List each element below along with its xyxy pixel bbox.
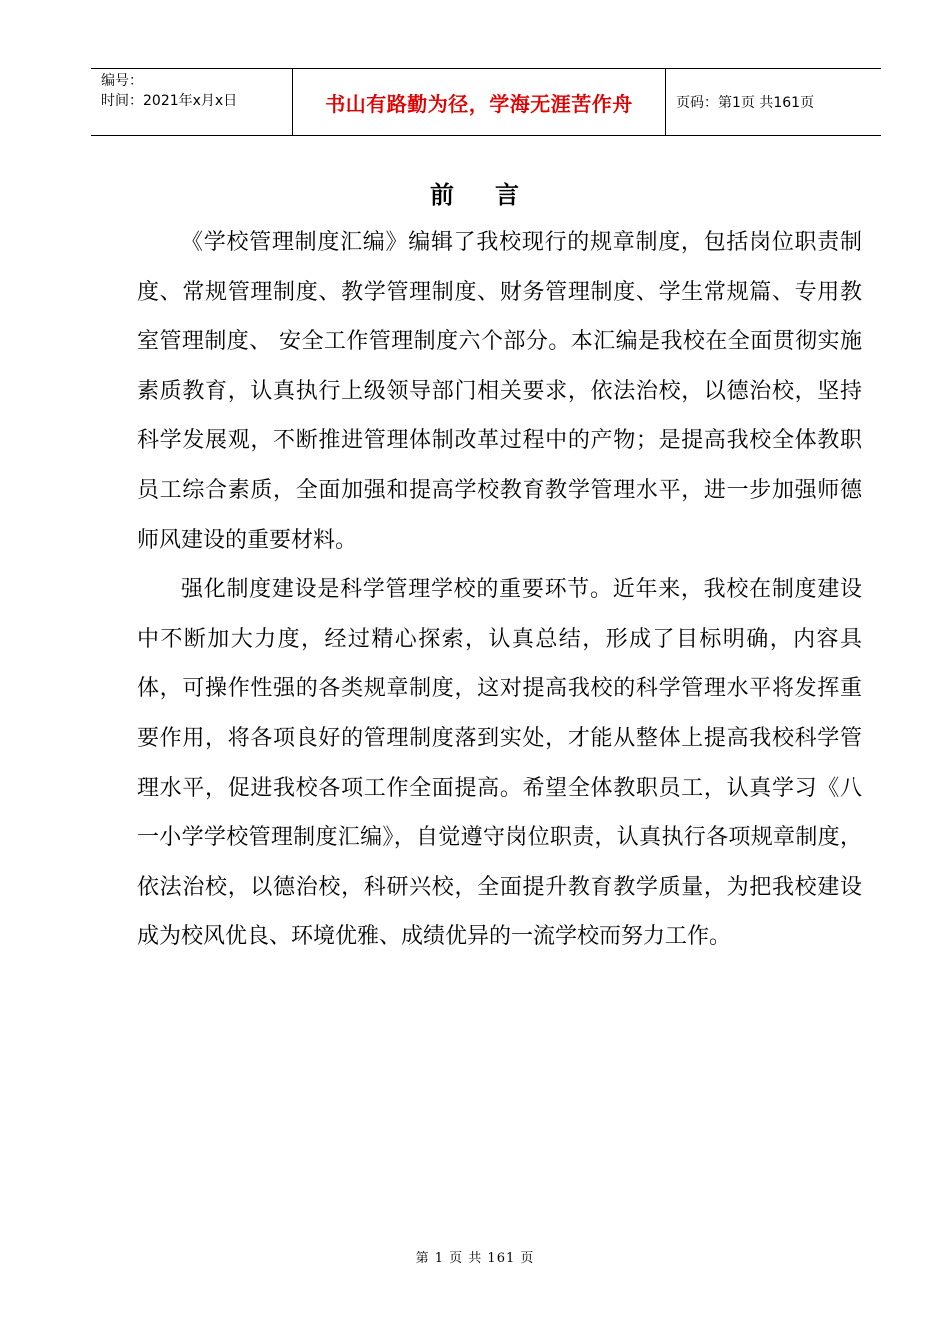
page-info-cell (666, 69, 881, 135)
paragraph-2: 强化制度建设是科学管理学校的重要环节。近年来，我校在制度建设中不断加大力度，经过精心探索，认真总结，形成了目标明确，内容具体，可操作性强的各类规章制度，这对提高我校的科学管理水平将发挥重要作用，将各项良好的管理制度落到实处，才能从整体上提高我校科学管理水平，促进我校各项工作全面提高。希望全体教职员工，认真学习《八一小学学校管理制度汇编》，自觉遵守岗位职责，认真执行各项规章制度，依法治校，以德治校，科研兴校，全面提升教育教学质量，为把我校建设成为校风优良、环境优雅、成绩优异的一流学校而努力工作。 (137, 577, 862, 950)
number-label: 编号： (101, 73, 143, 89)
preface-body (137, 218, 862, 962)
title-part-2: 言 (495, 180, 520, 209)
footer-page-number: 第 1 页 共 161 页 (415, 1251, 535, 1266)
title-part-1: 前 (430, 180, 455, 209)
page-footer (0, 1247, 950, 1266)
header-meta-cell (91, 69, 293, 135)
page-info-text: 页码：第1页 共161页 (676, 95, 815, 111)
page-title (0, 175, 950, 210)
document-header (91, 68, 881, 136)
paragraph-1: 《学校管理制度汇编》编辑了我校现行的规章制度，包括岗位职责制度、常规管理制度、教学管理制度、财务管理制度、学生常规篇、专用教室管理制度、 安全工作管理制度六个部分。本汇编是我校在全面贯彻实施素质教育，认真执行上级领导部门相关要求，依法治校，以德治校，坚持科学发展观，不断推进管理体制改革过程中的产物；是提高我校全体教职员工综合素质，全面加强和提高学校教育教学管理水平，进一步加强师德师风建设的重要材料。 (137, 230, 862, 553)
time-label: 时间：2021年x月x日 (101, 93, 238, 109)
motto-text: 书山有路勤为径，学海无涯苦作舟 (325, 91, 633, 116)
motto-cell (293, 69, 666, 135)
